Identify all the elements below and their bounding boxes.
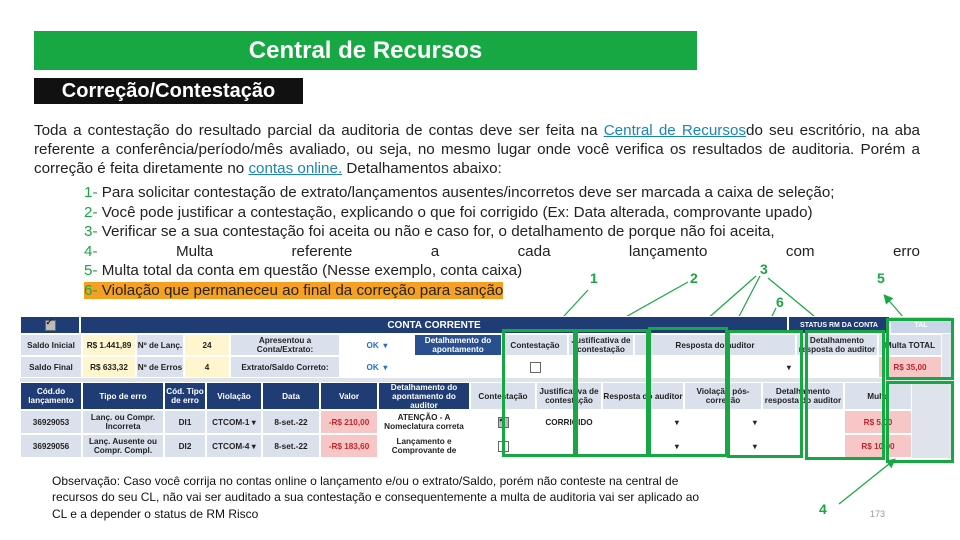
n-lanc-label: Nº de Lanç. — [136, 334, 184, 356]
callout-5: 5 — [877, 270, 885, 286]
chevron-down-icon: ▾ — [674, 441, 679, 451]
callout-6: 6 — [776, 294, 784, 310]
list-item — [84, 203, 920, 223]
tipo-cell: Lanç. ou Compr. Incorreta — [82, 410, 164, 434]
step-text: Violação que permaneceu ao final da correção para sanção — [97, 281, 504, 299]
col-header: Violação — [206, 382, 262, 410]
cod-cell: 36929056 — [20, 434, 82, 458]
col-header: Resposta do auditor — [602, 382, 684, 410]
apresentou-select[interactable] — [340, 334, 414, 356]
table-banner: CONTA CORRENTE — [80, 316, 788, 334]
list-item — [84, 183, 920, 203]
step-number: 4- — [84, 242, 98, 260]
apresentou-value: OK — [366, 340, 379, 350]
intro-text-1: Toda a contestação do resultado parcial da auditoria de contas deve ser feita na — [34, 122, 604, 139]
status-rm-label: STATUS RM DA CONTA — [788, 316, 890, 334]
n-lanc-value: 24 — [184, 334, 230, 356]
list-item — [84, 242, 920, 262]
step-number: 1- — [84, 184, 98, 201]
highlight-box-violacao — [727, 330, 803, 458]
codtipo-cell: DI2 — [164, 434, 206, 458]
central-recursos-link[interactable]: Central de Recursos — [603, 122, 746, 139]
saldo-final-value: R$ 633,32 — [82, 356, 136, 378]
chevron-down-icon: ▾ — [752, 417, 757, 427]
chevron-down-icon: ▾ — [383, 340, 388, 350]
col-header: Data — [262, 382, 320, 410]
extrato-value: OK — [366, 362, 379, 372]
col-header: Multa — [844, 382, 912, 410]
col-header: Detalhamento resposta do auditor — [762, 382, 844, 410]
highlight-box-multa — [886, 381, 954, 463]
extrato-label: Extrato/Saldo Correto: — [230, 356, 340, 378]
data-cell: 8-set.-22 — [262, 410, 320, 434]
steps-list — [84, 183, 920, 301]
multa-cell: R$ 5,00 — [844, 410, 912, 434]
highlight-box-resposta — [648, 327, 728, 457]
col-header: Cód.do lançamento — [20, 382, 82, 410]
page-number: 173 — [870, 509, 886, 519]
highlight-box-contestacao — [502, 329, 576, 457]
step-text: Multa referente a cada lançamento com erro — [97, 242, 920, 260]
violacao-value: CTCOM-1 — [212, 417, 250, 427]
list-item — [84, 222, 920, 242]
intro-paragraph — [34, 121, 920, 178]
chevron-down-icon: ▾ — [674, 417, 679, 427]
det-cell: ATENÇÃO - A Nomeclatura correta — [378, 410, 470, 434]
chevron-down-icon: ▾ — [786, 362, 791, 372]
callout-2: 2 — [690, 270, 698, 286]
saldo-inicial-value: R$ 1.441,89 — [82, 334, 136, 356]
observation-text: Observação: Caso você corrija no contas online o lançamento e/ou o extrato/Saldo, porém não conteste na central de recursos do seu CL, não vai ser auditado a sua contestação e consequentemente a multa de auditoria vai ser aplicado ao CL e a depender o status de RM Risco — [52, 474, 700, 521]
highlighted-step — [84, 282, 503, 299]
step-text: Você pode justificar a contestação, explicando o que foi corrigido (Ex: Data alterada, comprovante upado) — [97, 203, 813, 221]
saldo-final-label: Saldo Final — [20, 356, 82, 378]
status-rm-value: TAL — [890, 316, 952, 334]
violacao-value: CTCOM-4 — [212, 441, 250, 451]
page-title: Central de Recursos — [34, 31, 697, 70]
step-number: 5- — [84, 262, 98, 280]
n-erros-label: Nº de Erros — [136, 356, 184, 378]
highlight-box-justificativa — [575, 329, 649, 457]
extrato-select[interactable] — [340, 356, 414, 378]
step-number: 6- — [84, 281, 98, 299]
apresentou-label: Apresentou a Conta/Extrato: — [230, 334, 340, 356]
violacao-select[interactable] — [206, 434, 262, 458]
list-item — [84, 281, 920, 301]
cod-cell: 36929053 — [20, 410, 82, 434]
highlight-box-detalhamento — [805, 330, 885, 460]
step-text: Multa total da conta em questão (Nesse exemplo, conta caixa) — [97, 262, 523, 280]
col-header: Detalhamento do apontamento do auditor — [378, 382, 470, 410]
valor-cell: -R$ 210,00 — [320, 410, 378, 434]
arrow-4 — [839, 460, 894, 504]
callout-3: 3 — [760, 261, 768, 277]
col-header: Violação pós-correção — [684, 382, 762, 410]
det-resposta-header: Detalhamento resposta do auditor — [796, 334, 878, 356]
det-cell: Lançamento e Comprovante de — [378, 434, 470, 458]
chevron-down-icon: ▾ — [251, 417, 256, 427]
col-header: Contestação — [470, 382, 536, 410]
intro-text-2: do seu escritório, na aba referente a conferência/período/mês avaliado, ou seja, no mesmo lugar onde você verifica os resultados de auditoria. Porém a correção é feita diretamente no — [34, 122, 920, 177]
col-header: Cód. Tipo de erro — [164, 382, 206, 410]
col-header: Tipo de erro — [82, 382, 164, 410]
step-number: 3- — [84, 223, 98, 241]
callout-1: 1 — [590, 270, 598, 286]
multa-cell: R$ 10,00 — [844, 434, 912, 458]
list-item — [84, 261, 920, 281]
chevron-down-icon: ▾ — [251, 441, 256, 451]
multa-total-label: Multa TOTAL — [878, 334, 942, 356]
det-apont-summary-cell — [414, 356, 502, 378]
contas-online-link[interactable]: contas online. — [248, 160, 343, 177]
chevron-down-icon: ▾ — [752, 441, 757, 451]
select-all-cell[interactable] — [20, 316, 80, 334]
justificativa-header: Justificativa de contestação — [568, 334, 634, 356]
contestacao-header: Contestação — [502, 334, 568, 356]
intro-text-3: Detalhamentos abaixo: — [342, 160, 502, 177]
valor-cell: -R$ 183,60 — [320, 434, 378, 458]
checkbox-icon[interactable] — [45, 320, 56, 331]
step-text: Para solicitar contestação de extrato/lançamentos ausentes/incorretos deve ser marcada a caixa de seleção; — [97, 184, 835, 201]
step-text: Verificar se a sua contestação foi aceita ou não e caso for, o detalhamento de porque não foi aceita, — [97, 223, 775, 241]
callout-4: 4 — [819, 501, 827, 517]
det-apont-header: Detalhamento do apontamento — [414, 334, 502, 356]
col-header: Valor — [320, 382, 378, 410]
tipo-cell: Lanç. Ausente ou Compr. Compl. — [82, 434, 164, 458]
step-number: 2- — [84, 203, 98, 221]
chevron-down-icon: ▾ — [383, 362, 388, 372]
resposta-header: Resposta do auditor — [634, 334, 796, 356]
codtipo-cell: DI1 — [164, 410, 206, 434]
data-cell: 8-set.-22 — [262, 434, 320, 458]
justificativa-cell[interactable]: CORRIGIDO — [536, 410, 602, 434]
section-subtitle: Correção/Contestação — [34, 78, 303, 104]
col-header: Justificativa de contestação — [536, 382, 602, 410]
n-erros-value: 4 — [184, 356, 230, 378]
saldo-inicial-label: Saldo Inicial — [20, 334, 82, 356]
highlight-box-multa-total — [886, 318, 954, 380]
violacao-select[interactable] — [206, 410, 262, 434]
multa-total-value: R$ 35,00 — [878, 356, 942, 378]
